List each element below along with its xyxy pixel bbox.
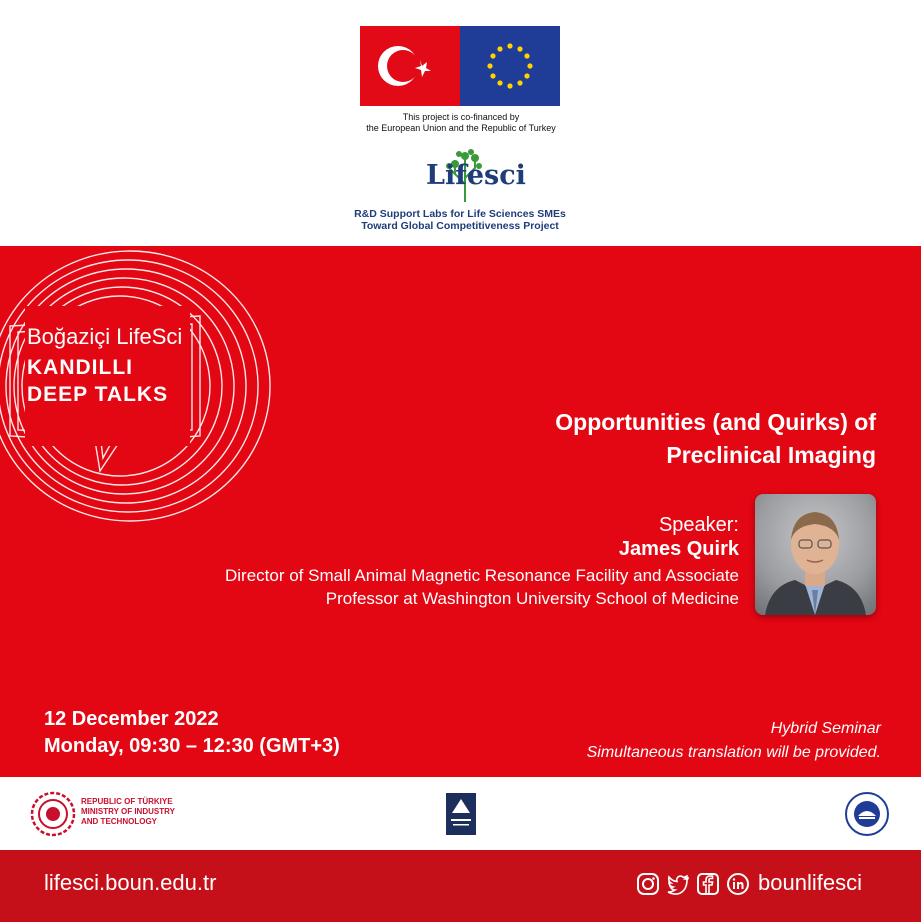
event-time: Monday, 09:30 – 12:30 (GMT+3): [44, 735, 340, 757]
cofinance-note: [330, 112, 592, 134]
footer-bar: [0, 850, 921, 922]
speaker-name: James Quirk: [618, 538, 739, 560]
talk-title: [396, 406, 876, 472]
series-title-line1: KANDILLI: [27, 356, 133, 379]
cofinance-line2: the European Union and the Republic of Turkey: [366, 123, 556, 133]
instagram-icon[interactable]: [636, 872, 660, 896]
event-format: [587, 717, 881, 765]
lifesci-wordmark: Lifesci: [426, 160, 526, 191]
speaker-role-line2: Professor at Washington University School of Medicine: [325, 589, 739, 608]
event-panel: [0, 246, 921, 777]
partner-logos: [0, 777, 921, 850]
header-section: [0, 0, 921, 246]
project-line2: Toward Global Competitiveness Project: [361, 220, 559, 232]
series-title-line2: DEEP TALKS: [27, 383, 169, 406]
speaker-role: [79, 564, 739, 610]
talk-title-line2: Preclinical Imaging: [666, 442, 876, 468]
facebook-icon[interactable]: [696, 872, 720, 896]
talk-title-line1: Opportunities (and Quirks) of: [555, 409, 876, 435]
linkedin-icon[interactable]: [726, 872, 750, 896]
twitter-icon[interactable]: [666, 872, 690, 896]
event-date: 12 December 2022: [44, 708, 219, 730]
ministry-line3: AND TECHNOLOGY: [81, 817, 157, 826]
ministry-line2: MINISTRY OF INDUSTRY: [81, 807, 175, 816]
speaker-role-line1: Director of Small Animal Magnetic Resonance Facility and Associate: [224, 566, 739, 585]
series-subtitle: Boğaziçi LifeSci: [27, 324, 183, 349]
turkey-eu-flags: [360, 26, 560, 106]
event-datetime: [44, 706, 340, 760]
speaker-label: Speaker:: [658, 514, 739, 536]
social-icons: [636, 872, 750, 896]
translation-note: Simultaneous translation will be provided.: [586, 744, 881, 761]
speaker-photo: [755, 494, 876, 615]
ministry-seal-logo: [30, 791, 76, 837]
agency-logo: [446, 793, 476, 835]
project-line1: R&D Support Labs for Life Sciences SMEs: [354, 208, 566, 220]
project-name: [300, 208, 620, 232]
event-format-label: Hybrid Seminar: [770, 720, 881, 737]
cofinance-line1: This project is co-financed by: [402, 112, 520, 122]
bogazici-university-seal: [844, 791, 890, 837]
ministry-name: [81, 797, 175, 827]
series-title: [27, 354, 168, 408]
social-handle[interactable]: bounlifesci: [758, 870, 862, 895]
ministry-line1: REPUBLIC OF TÜRKIYE: [81, 797, 173, 806]
website-link[interactable]: lifesci.boun.edu.tr: [44, 870, 217, 895]
